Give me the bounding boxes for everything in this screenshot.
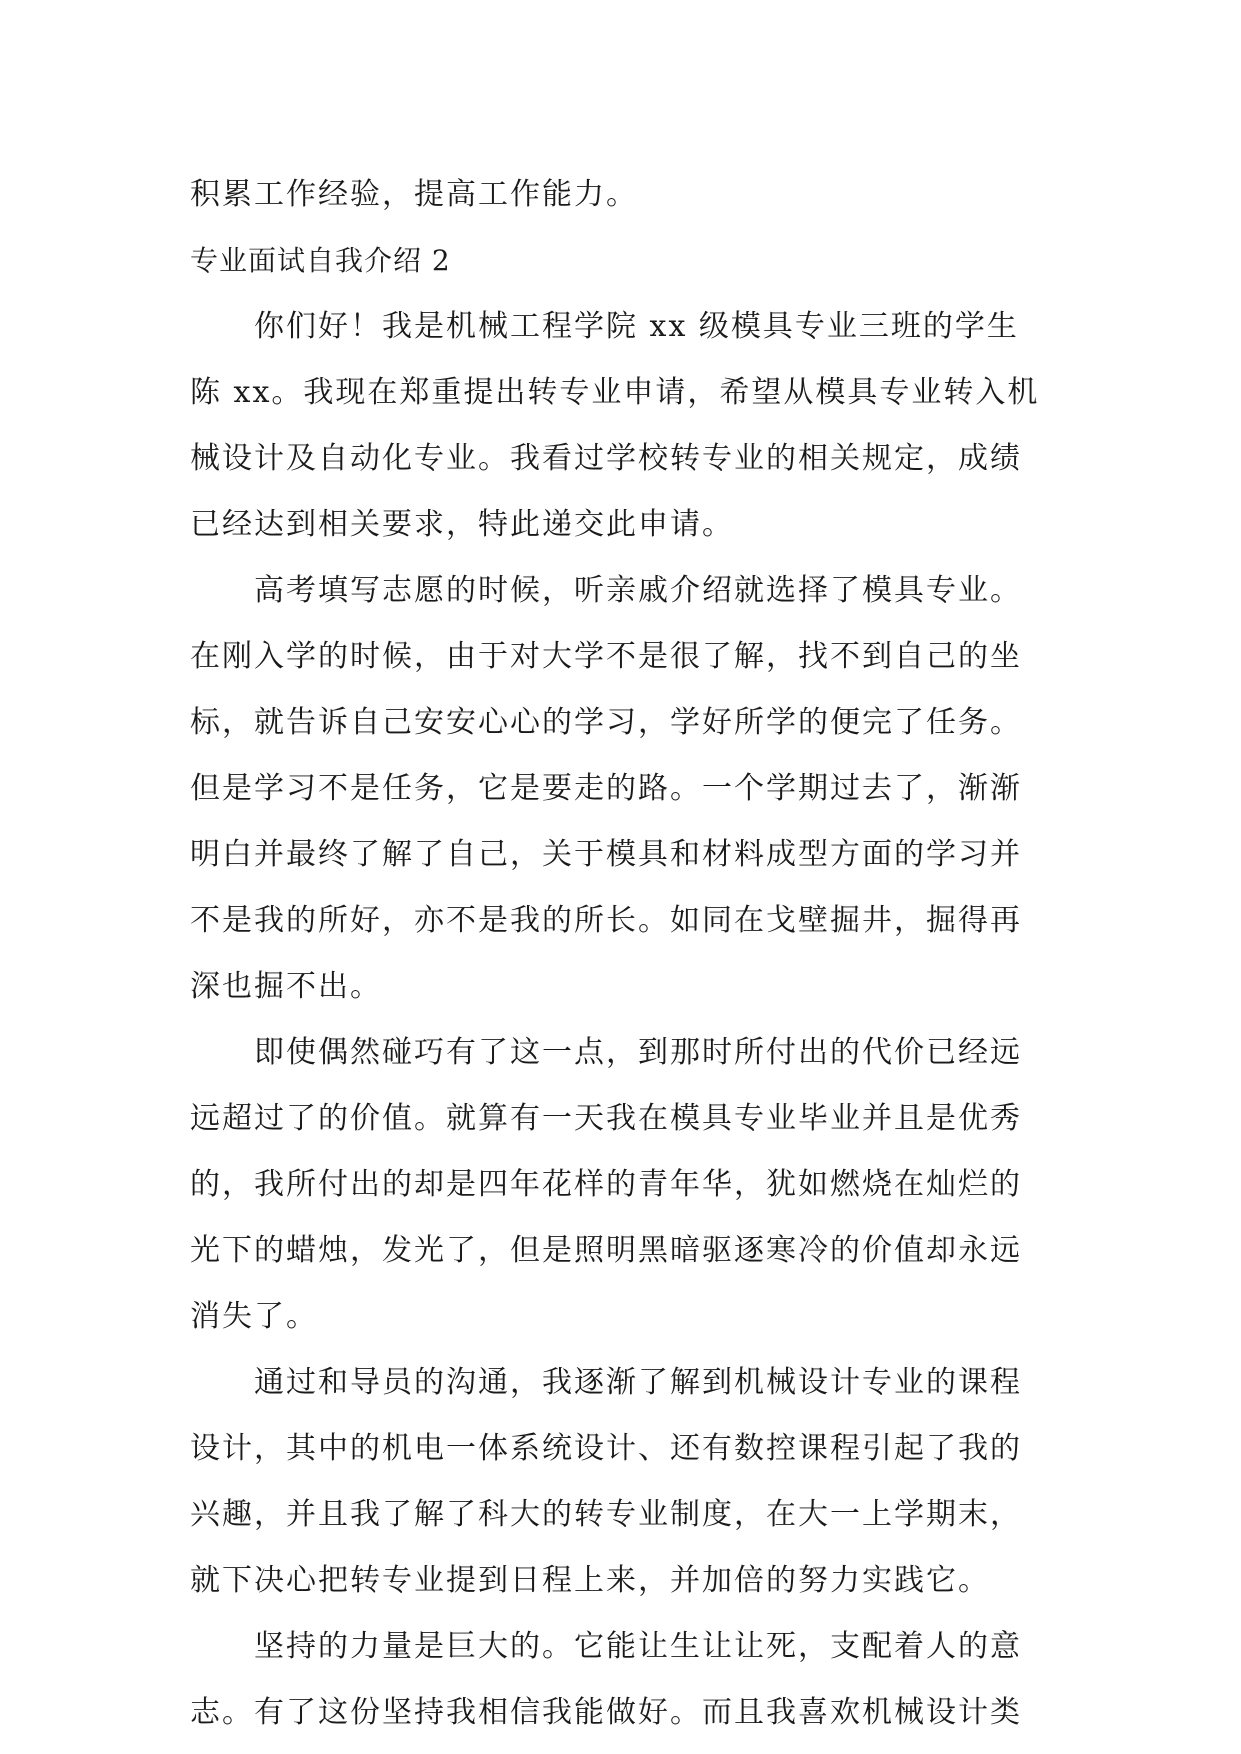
text-line: 消失了。: [190, 1299, 318, 1334]
text-line: 设计，其中的机电一体系统设计、还有数控课程引起了我的: [190, 1431, 1022, 1466]
text-line: 在刚入学的时候，由于对大学不是很了解，找不到自己的坐: [190, 639, 1022, 674]
text-line: 陈 xx。我现在郑重提出转专业申请，希望从模具专业转入机: [190, 375, 1040, 410]
text-line: 的，我所付出的却是四年花样的青年华，犹如燃烧在灿烂的: [190, 1167, 1022, 1202]
text-line: 光下的蜡烛，发光了，但是照明黑暗驱逐寒冷的价值却永远: [190, 1233, 1022, 1268]
text-line: 你们好！我是机械工程学院 xx 级模具专业三班的学生: [254, 309, 1019, 344]
document-body: [190, 162, 1070, 1746]
text-line: 积累工作经验，提高工作能力。: [190, 177, 638, 212]
section-heading: 专业面试自我介绍 2: [190, 244, 451, 277]
text-line: 不是我的所好，亦不是我的所长。如同在戈壁掘井，掘得再: [190, 903, 1022, 938]
text-line: 志。有了这份坚持我相信我能做好。而且我喜欢机械设计类: [190, 1695, 1022, 1730]
text-line: 但是学习不是任务，它是要走的路。一个学期过去了，渐渐: [190, 771, 1022, 806]
text-line: 已经达到相关要求，特此递交此申请。: [190, 507, 734, 542]
text-line: 标，就告诉自己安安心心的学习，学好所学的便完了任务。: [190, 705, 1022, 740]
text-line: 就下决心把转专业提到日程上来，并加倍的努力实践它。: [190, 1563, 990, 1598]
text-line: 兴趣，并且我了解了科大的转专业制度，在大一上学期末，: [190, 1497, 1022, 1532]
text-line: 械设计及自动化专业。我看过学校转专业的相关规定，成绩: [190, 441, 1022, 476]
text-line: 即使偶然碰巧有了这一点，到那时所付出的代价已经远: [254, 1035, 1022, 1070]
text-line: 高考填写志愿的时候，听亲戚介绍就选择了模具专业。: [254, 573, 1022, 608]
text-line: 深也掘不出。: [190, 969, 382, 1004]
text-line: 通过和导员的沟通，我逐渐了解到机械设计专业的课程: [254, 1365, 1022, 1400]
text-line: 坚持的力量是巨大的。它能让生让让死，支配着人的意: [254, 1629, 1022, 1664]
text-line: 远超过了的价值。就算有一天我在模具专业毕业并且是优秀: [190, 1101, 1022, 1136]
text-line: 明白并最终了解了自己，关于模具和材料成型方面的学习并: [190, 837, 1022, 872]
